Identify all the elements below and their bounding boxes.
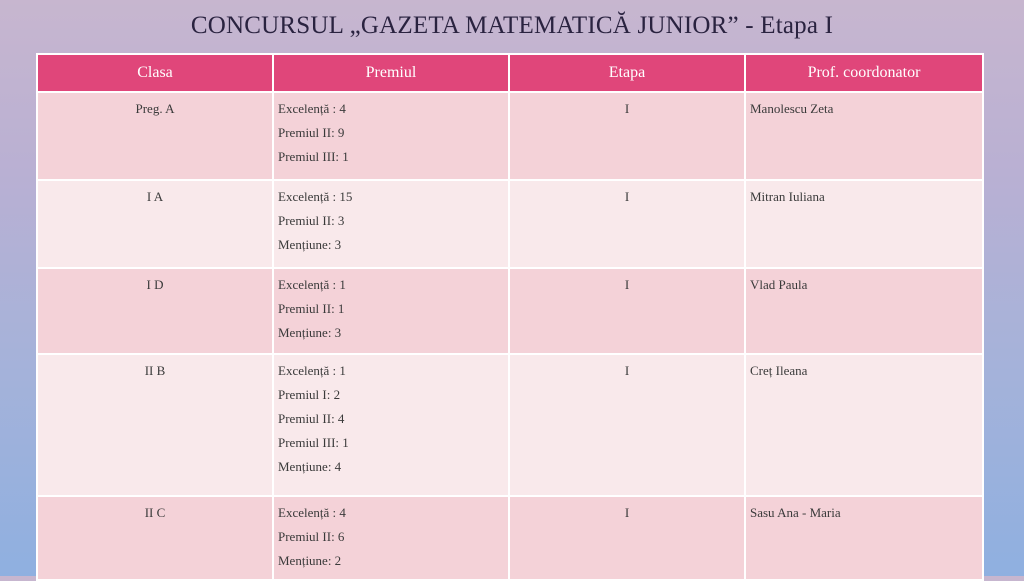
cell-etapa: I [509,496,745,580]
header-clasa: Clasa [37,54,273,92]
prize-line: Mențiune: 2 [278,553,342,568]
cell-prof: Manolescu Zeta [745,92,983,180]
prize-line: Mențiune: 3 [278,237,342,252]
table-row [37,268,983,354]
prize-line: Excelență : 1 [278,363,346,378]
cell-prof: Mitran Iuliana [745,180,983,268]
header-prof-coordonator: Prof. coordonator [745,54,983,92]
cell-clasa: Preg. A [37,92,273,180]
cell-etapa: I [509,354,745,496]
prize-line: Mențiune: 4 [278,459,342,474]
cell-premiul [273,496,509,580]
cell-etapa: I [509,180,745,268]
prize-line: Premiul I: 2 [278,387,341,402]
table-row [37,496,983,580]
prize-line: Excelență : 4 [278,101,346,116]
prize-line: Premiul II: 3 [278,213,345,228]
cell-premiul [273,268,509,354]
prize-line: Premiul III: 1 [278,149,349,164]
prize-line: Premiul II: 9 [278,125,345,140]
cell-clasa: II B [37,354,273,496]
prize-line: Premiul II: 4 [278,411,345,426]
cell-premiul [273,354,509,496]
table-header-row [37,54,983,92]
table-row [37,180,983,268]
table-row [37,354,983,496]
prize-line: Excelență : 1 [278,277,346,292]
cell-prof: Vlad Paula [745,268,983,354]
table-row [37,92,983,180]
page-title: CONCURSUL „GAZETA MATEMATICĂ JUNIOR” - Etapa I [190,12,834,39]
cell-prof: Sasu Ana - Maria [745,496,983,580]
header-premiul: Premiul [273,54,509,92]
awards-table [36,53,984,581]
cell-prof: Creț Ileana [745,354,983,496]
prize-line: Premiul II: 1 [278,301,345,316]
prize-line: Premiul III: 1 [278,435,349,450]
cell-etapa: I [509,268,745,354]
cell-clasa: I A [37,180,273,268]
prize-line: Excelență : 4 [278,505,346,520]
cell-clasa: I D [37,268,273,354]
cell-premiul [273,180,509,268]
prize-line: Excelență : 15 [278,189,353,204]
cell-etapa: I [509,92,745,180]
header-etapa: Etapa [509,54,745,92]
cell-clasa: II C [37,496,273,580]
cell-premiul [273,92,509,180]
prize-line: Mențiune: 3 [278,325,342,340]
prize-line: Premiul II: 6 [278,529,345,544]
